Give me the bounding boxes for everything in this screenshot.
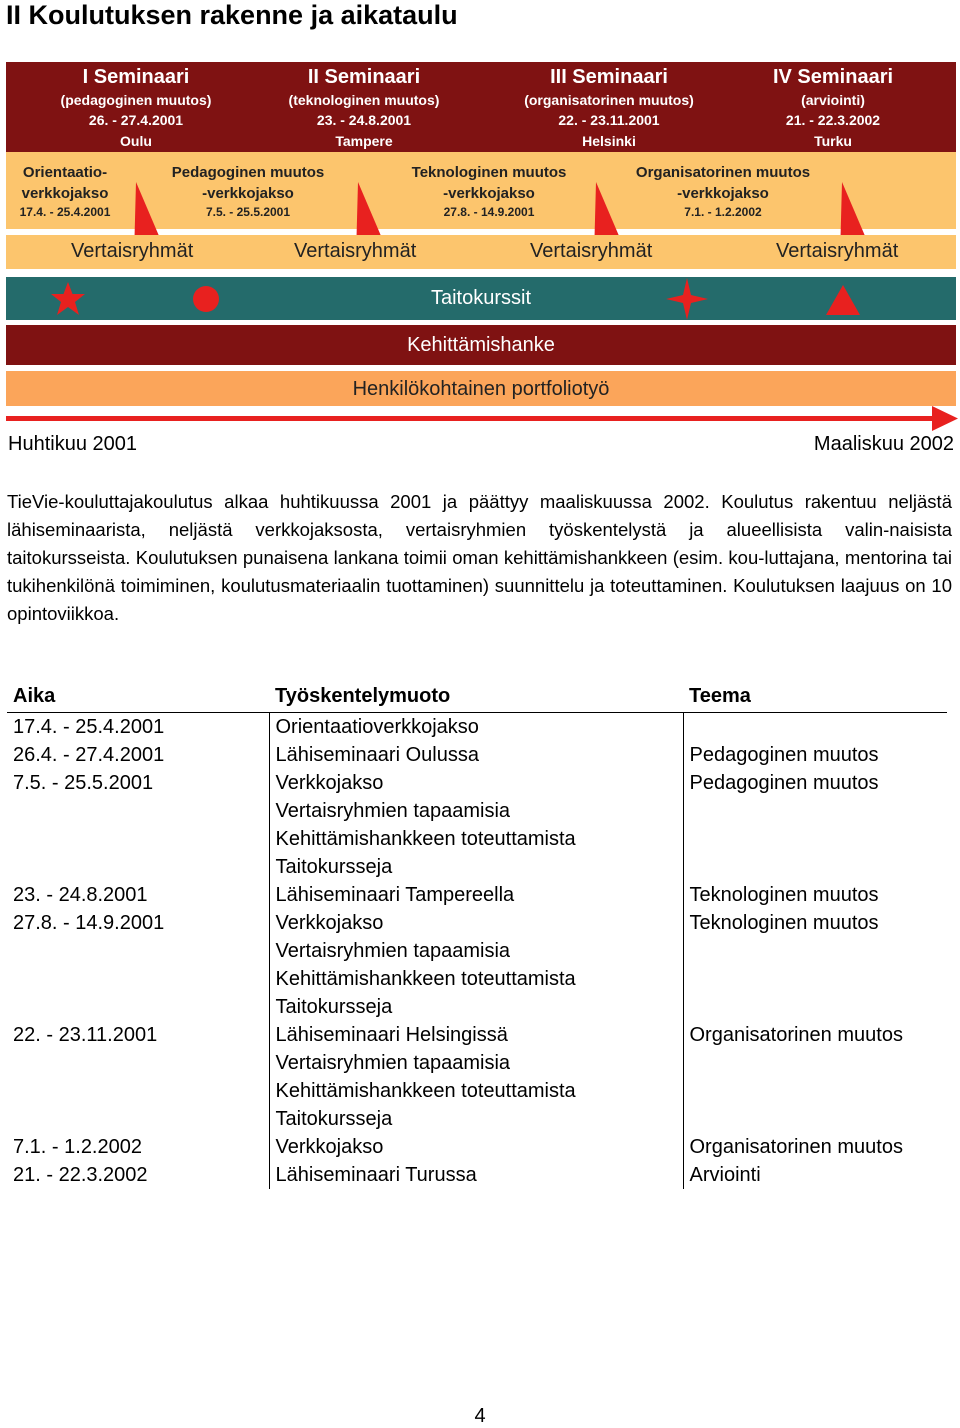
course-line1: Orientaatio- [22,164,108,181]
four-point-star-icon [666,278,708,320]
cell-work-form: Kehittämishankkeen toteuttamista [269,1077,683,1105]
seminar-dates: 26. - 27.4.2001 [88,112,184,128]
seminar-title: III Seminaari [550,66,668,88]
cell-work-form: Vertaisryhmien tapaamisia [269,1049,683,1077]
peer-group-label: Vertaisryhmät [294,240,417,262]
table-row [7,769,947,797]
cell-time [7,1077,269,1105]
cell-theme: Teknologinen muutos [683,881,947,909]
column-header-theme: Teema [683,680,947,713]
intro-paragraph: TieVie-kouluttajakoulutus alkaa huhtikuussa 2001 ja päättyy maaliskuussa 2002. Koulutus rakentuu neljästä lähiseminaarista, neljästä verkkojaksosta, vertaisryhmien työskentelystä ja alueellisista valin-naisista taitokursseista. Koulutuksen punaisena lankana toimii oman kehittämishankkeen (esim. kou-luttajana, mentorina tai tukihenkilönä toimiminen, koulutusmateriaalin tuottaminen) suunnittelu ja toteuttaminen. Koulutuksen laajuus on 10 opintoviikkoa. [7,491,952,624]
cell-work-form: Vertaisryhmien tapaamisia [269,937,683,965]
seminar-title: IV Seminaari [772,66,894,88]
seminar-dates: 21. - 22.3.2002 [785,112,881,128]
cell-theme [683,1077,947,1105]
course-dates: 7.5. - 25.5.2001 [205,205,291,219]
seminar-city: Helsinki [582,133,636,149]
cell-time: 7.5. - 25.5.2001 [13,772,154,794]
seminar-dates: 22. - 23.11.2001 [558,112,660,128]
seminar-title: I Seminaari [82,66,190,88]
timeline-end-label: Maaliskuu 2002 [813,433,954,455]
table-row [7,1049,947,1077]
peer-group-label: Vertaisryhmät [71,240,194,262]
seminar-title: II Seminaari [307,66,421,88]
cell-time: 23. - 24.8.2001 [13,884,148,906]
cell-time [7,937,269,965]
cell-time [7,797,269,825]
cell-work-form: Lähiseminaari Helsingissä [269,1021,683,1049]
cell-work-form: Lähiseminaari Oulussa [269,741,683,769]
cell-theme: Organisatorinen muutos [683,1021,947,1049]
course-band [6,152,956,229]
table-row [7,853,947,881]
course-line2: verkkojakso [21,185,109,202]
course-organisational [620,162,826,221]
skill-courses-band [6,277,956,320]
cell-work-form: Taitokursseja [269,1105,683,1133]
cell-theme [683,937,947,965]
column-header-work-form: Työskentelymuoto [269,680,683,713]
seminar-4 [744,62,922,152]
peer-group-label: Vertaisryhmät [530,240,653,262]
star-icon [50,281,86,317]
page-number: 4 [474,1405,486,1427]
development-project-label: Kehittämishanke [407,334,555,356]
cell-work-form: Taitokursseja [269,993,683,1021]
table-row [7,1105,947,1133]
triangle-icon [826,285,860,315]
seminar-city: Tampere [335,133,393,149]
cell-theme [683,1105,947,1133]
seminar-2 [264,62,464,152]
cell-work-form: Kehittämishankkeen toteuttamista [269,825,683,853]
course-dates: 7.1. - 1.2.2002 [684,205,762,219]
cell-theme [683,853,947,881]
cell-time [7,1049,269,1077]
table-row [7,993,947,1021]
course-line1: Organisatorinen muutos [635,164,811,181]
table-header-row [7,680,947,713]
portfolio-band [6,371,956,406]
seminar-subtitle: (organisatorinen muutos) [524,92,694,108]
cell-theme: Organisatorinen muutos [683,1133,947,1161]
skill-courses-label: Taitokurssit [430,287,532,309]
table-row [7,741,947,769]
course-dates: 27.8. - 14.9.2001 [443,205,535,219]
course-line1: Pedagoginen muutos [171,164,325,181]
cell-time: 7.1. - 1.2.2002 [13,1136,142,1158]
timeline-start-label: Huhtikuu 2001 [8,433,137,455]
course-line2: -verkkojakso [443,185,535,202]
seminar-city: Oulu [120,133,152,149]
cell-time: 26.4. - 27.4.2001 [13,744,165,766]
course-pedagogical [156,162,340,221]
cell-time [7,965,269,993]
course-line1: Teknologinen muutos [411,164,567,181]
page-title: II Koulutuksen rakenne ja aikataulu [6,0,458,30]
table-row [7,1161,947,1189]
table-row [7,825,947,853]
table-row [7,881,947,909]
circle-icon [192,285,220,313]
cell-theme [683,825,947,853]
cell-theme [683,965,947,993]
cell-theme [683,1049,947,1077]
peer-group-band [6,235,956,269]
table-row [7,713,947,742]
cell-time: 27.8. - 14.9.2001 [13,912,165,934]
table-row [7,937,947,965]
cell-time [7,853,269,881]
table-row [7,797,947,825]
cell-theme [683,993,947,1021]
schedule-body [7,713,947,1190]
cell-theme: Pedagoginen muutos [683,741,947,769]
cell-time: 22. - 23.11.2001 [13,1024,158,1046]
course-line2: -verkkojakso [202,185,294,202]
seminar-subtitle: (arviointi) [801,92,865,108]
cell-work-form: Verkkojakso [269,1133,683,1161]
peer-group-label: Vertaisryhmät [776,240,899,262]
seminar-1 [36,62,236,152]
column-header-time: Aika [7,680,269,713]
table-row [7,1077,947,1105]
table-row [7,965,947,993]
cell-work-form: Verkkojakso [269,909,683,937]
seminar-subtitle: (pedagoginen muutos) [60,92,212,108]
portfolio-label: Henkilökohtainen portfoliotyö [352,378,610,400]
course-orientation [6,162,124,221]
cell-theme: Pedagoginen muutos [683,769,947,797]
cell-work-form: Vertaisryhmien tapaamisia [269,797,683,825]
table-row [7,1021,947,1049]
cell-time [7,1105,269,1133]
cell-work-form: Kehittämishankkeen toteuttamista [269,965,683,993]
course-dates: 17.4. - 25.4.2001 [19,205,111,219]
seminar-subtitle: (teknologinen muutos) [288,92,440,108]
table-row [7,1133,947,1161]
cell-work-form: Verkkojakso [269,769,683,797]
cell-theme [683,797,947,825]
table-row [7,909,947,937]
cell-theme: Arviointi [683,1161,947,1189]
cell-theme: Teknologinen muutos [683,909,947,937]
seminar-band [6,62,956,152]
development-project-band [6,325,956,365]
cell-work-form: Lähiseminaari Tampereella [269,881,683,909]
seminar-3 [499,62,719,152]
cell-time [7,993,269,1021]
cell-work-form: Orientaatioverkkojakso [269,713,683,742]
course-line2: -verkkojakso [677,185,769,202]
cell-time [7,825,269,853]
timeline-arrow [6,405,958,431]
cell-work-form: Lähiseminaari Turussa [269,1161,683,1189]
seminar-dates: 23. - 24.8.2001 [316,112,412,128]
seminar-city: Turku [814,133,852,149]
cell-theme [683,713,947,742]
schedule-table [7,680,947,1189]
course-technological [396,162,582,221]
cell-time: 17.4. - 25.4.2001 [13,716,165,738]
cell-time: 21. - 22.3.2002 [13,1164,148,1186]
cell-work-form: Taitokursseja [269,853,683,881]
